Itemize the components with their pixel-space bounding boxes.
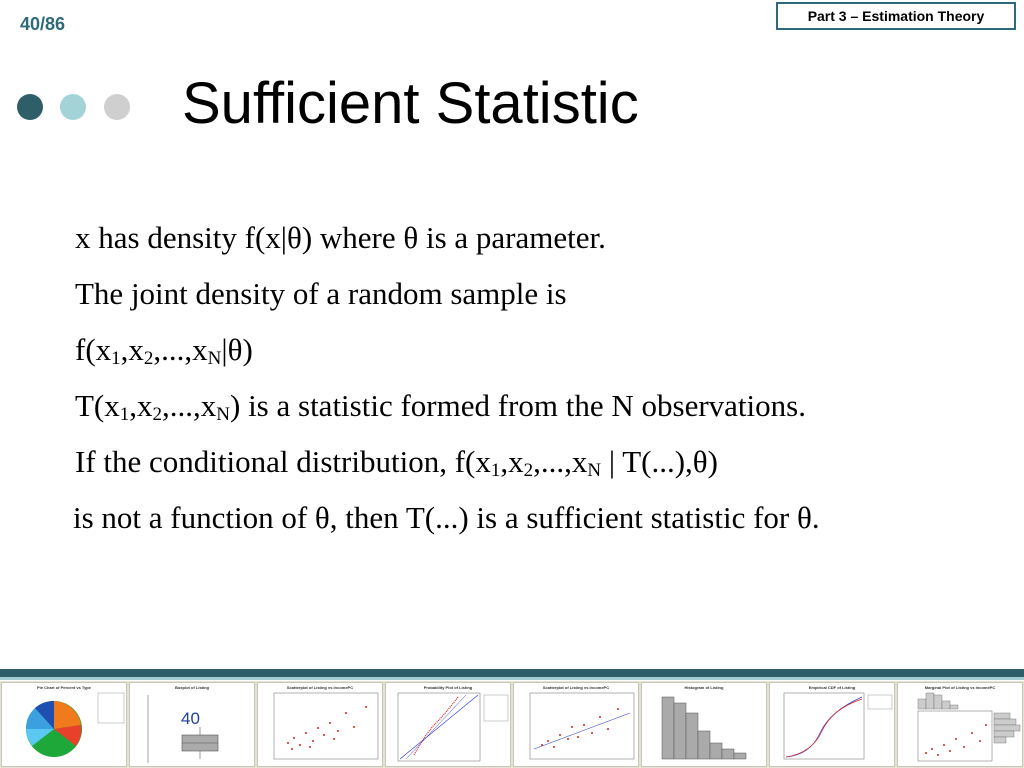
text: ,x xyxy=(129,388,153,423)
scatterplot-icon xyxy=(514,683,639,767)
thumbnail-title: Empirical CDF of Listing xyxy=(808,685,856,690)
text: |θ) xyxy=(221,332,253,367)
decor-dot-light xyxy=(60,94,86,120)
thumbnail-strip xyxy=(0,681,1024,768)
body-line-6: is not a function of θ, then T(...) is a sufficient statistic for θ. xyxy=(73,500,820,535)
footer-bar-light xyxy=(0,677,1024,680)
decor-dot-gray xyxy=(104,94,130,120)
decor-dot-dark xyxy=(17,94,43,120)
histogram-icon xyxy=(642,683,767,767)
text: f(x xyxy=(75,332,112,367)
thumbnail-title: Histogram of Listing xyxy=(684,685,724,690)
subscript: N xyxy=(207,348,222,369)
subscript: N xyxy=(216,404,230,425)
text: | T(...),θ) xyxy=(601,444,718,479)
body-line-1: x has density f(x|θ) where θ is a parameter. xyxy=(75,220,606,255)
ecdf-icon xyxy=(770,683,895,767)
subscript: 1 xyxy=(111,348,121,369)
thumbnail-scatterplot-1[interactable] xyxy=(257,682,383,767)
body-line-4 xyxy=(75,388,806,425)
body-line-3 xyxy=(75,332,253,369)
pie-chart-icon xyxy=(2,683,127,767)
text: If the conditional distribution, f(x xyxy=(75,444,491,479)
body-line-5 xyxy=(75,444,718,481)
thumbnail-histogram[interactable] xyxy=(641,682,767,767)
thumbnail-title: Scatterplot of Listing vs IncomePC xyxy=(286,685,354,690)
body-line-2: The joint density of a random sample is xyxy=(75,276,567,311)
thumbnail-empirical-cdf[interactable] xyxy=(769,682,895,767)
footer-bar-dark xyxy=(0,669,1024,677)
section-label: Part 3 – Estimation Theory xyxy=(776,2,1016,30)
text: ,...,x xyxy=(533,444,588,479)
subscript: 1 xyxy=(119,404,130,425)
marginal-plot-icon xyxy=(898,683,1023,767)
current-page-number: 40 xyxy=(181,709,200,728)
subscript: 2 xyxy=(143,348,154,369)
text: ,x xyxy=(500,444,524,479)
thumbnail-title: Boxplot of Listing xyxy=(175,685,209,690)
slide-title: Sufficient Statistic xyxy=(182,71,639,136)
text: ) is a statistic formed from the N observations. xyxy=(230,388,806,423)
thumbnail-title: Marginal Plot of Listing vs IncomePC xyxy=(924,685,996,690)
thumbnail-probability-plot[interactable] xyxy=(385,682,511,767)
subscript: 2 xyxy=(152,404,163,425)
text: ,...,x xyxy=(153,332,208,367)
thumbnail-scatterplot-2[interactable] xyxy=(513,682,639,767)
subscript: N xyxy=(587,460,602,481)
text: T(x xyxy=(75,388,120,423)
text: ,x xyxy=(120,332,144,367)
text: ,...,x xyxy=(162,388,217,423)
thumbnail-title: Probability Plot of Listing xyxy=(423,685,473,690)
thumbnail-pie-chart[interactable] xyxy=(1,682,127,767)
probability-plot-icon xyxy=(386,683,511,767)
slide-counter: 40/86 xyxy=(20,14,66,34)
subscript: 2 xyxy=(523,460,534,481)
scatterplot-icon xyxy=(258,683,383,767)
thumbnail-title: Pie Chart of Percent vs Type xyxy=(37,685,91,690)
thumbnail-marginal-plot[interactable] xyxy=(897,682,1023,767)
thumbnail-title: Scatterplot of Listing vs IncomePC xyxy=(542,685,610,690)
subscript: 1 xyxy=(490,460,501,481)
